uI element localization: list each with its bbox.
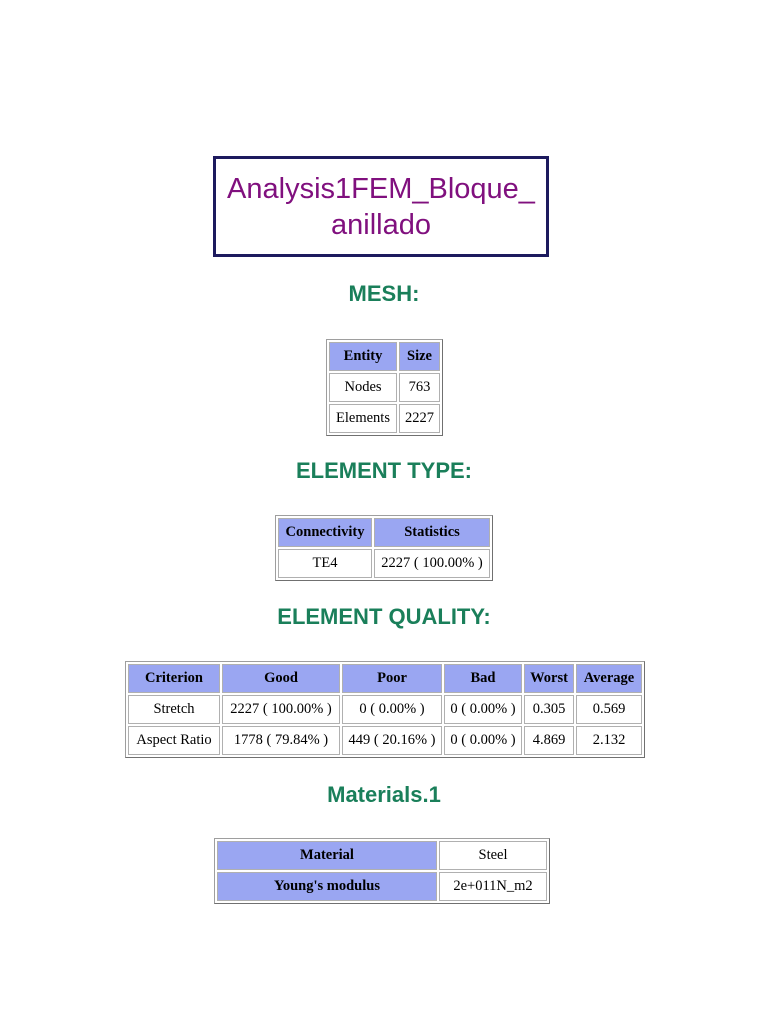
row-header: Young's modulus [217,872,437,901]
table-row [329,404,440,433]
table-row [217,841,547,870]
table-row [217,872,547,901]
table-cell: 2e+011N_m2 [439,872,547,901]
column-header: Size [399,342,440,371]
materials-heading: Materials.1 [327,782,441,807]
table-header-row [278,518,490,547]
table-cell: 2.132 [576,726,642,755]
table-cell: 2227 ( 100.00% ) [222,695,340,724]
column-header: Worst [524,664,574,693]
column-header: Statistics [374,518,490,547]
table-cell: 4.869 [524,726,574,755]
table-cell: 2227 ( 100.00% ) [374,549,490,578]
column-header: Poor [342,664,442,693]
table-cell: 449 ( 20.16% ) [342,726,442,755]
column-header: Entity [329,342,397,371]
table-header-row [128,664,642,693]
table-cell: Elements [329,404,397,433]
row-header: Material [217,841,437,870]
table-cell: TE4 [278,549,372,578]
table-cell: Aspect Ratio [128,726,220,755]
column-header: Bad [444,664,522,693]
column-header: Average [576,664,642,693]
table-row [128,726,642,755]
table-cell: Nodes [329,373,397,402]
mesh-table [326,339,443,436]
table-cell: 2227 [399,404,440,433]
document-title-box [213,156,549,257]
table-cell: 0 ( 0.00% ) [444,695,522,724]
element-quality-table [125,661,645,758]
materials-table [214,838,550,904]
table-cell: 0 ( 0.00% ) [444,726,522,755]
column-header: Connectivity [278,518,372,547]
table-cell: 1778 ( 79.84% ) [222,726,340,755]
table-cell: 0.305 [524,695,574,724]
element-quality-heading: ELEMENT QUALITY: [277,604,491,629]
column-header: Good [222,664,340,693]
table-row [329,373,440,402]
table-cell: 0 ( 0.00% ) [342,695,442,724]
element-type-heading: ELEMENT TYPE: [295,458,472,483]
element-type-table [275,515,493,581]
document-title: Analysis1FEM_Bloque_anillado [227,172,535,241]
table-row [128,695,642,724]
table-cell: 0.569 [576,695,642,724]
mesh-heading: MESH: [348,281,420,306]
table-row [278,549,490,578]
table-cell: Steel [439,841,547,870]
table-cell: Stretch [128,695,220,724]
table-header-row [329,342,440,371]
column-header: Criterion [128,664,220,693]
table-cell: 763 [399,373,440,402]
